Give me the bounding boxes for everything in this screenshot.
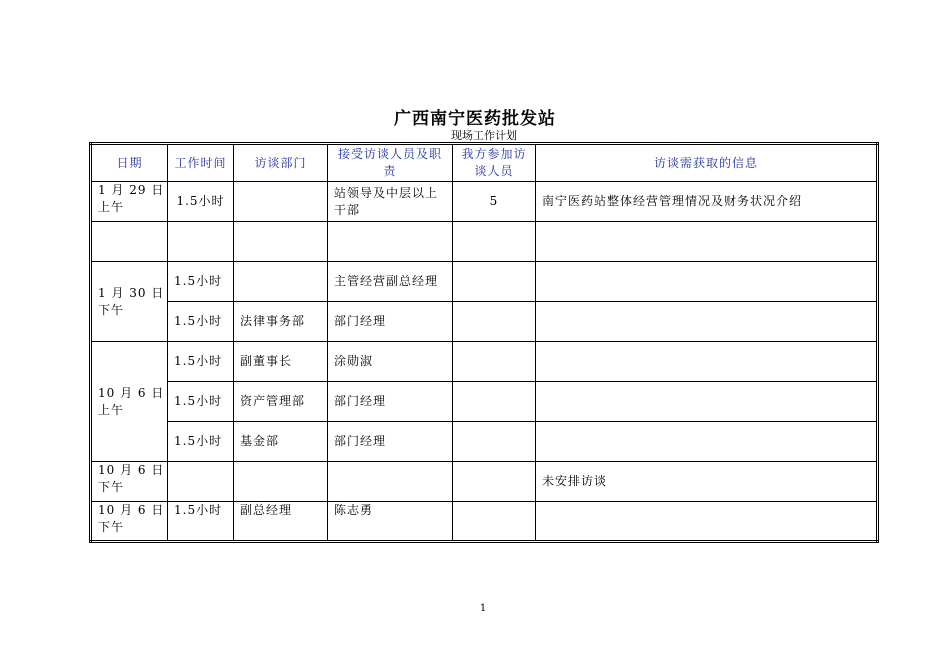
cell-hours: 1.5小时	[168, 422, 234, 462]
work-plan-table	[89, 142, 879, 543]
cell-our-staff	[453, 462, 536, 502]
cell-interviewee: 站领导及中层以上干部	[328, 182, 453, 222]
cell-interviewee: 陈志勇	[328, 502, 453, 542]
cell-info	[536, 342, 878, 382]
cell-our-staff	[453, 502, 536, 542]
cell-dept: 副董事长	[234, 342, 328, 382]
cell-interviewee: 主管经营副总经理	[328, 262, 453, 302]
cell-dept: 副总经理	[234, 502, 328, 542]
header-interviewee: 接受访谈人员及职责	[328, 144, 453, 182]
table-row	[91, 262, 878, 302]
cell-interviewee: 部门经理	[328, 382, 453, 422]
cell-info	[536, 302, 878, 342]
table-row	[91, 342, 878, 382]
cell-dept	[234, 262, 328, 302]
cell-date: 10 月 6 日 上午	[91, 342, 168, 462]
table-row	[91, 182, 878, 222]
table-row	[91, 462, 878, 502]
cell-our-staff	[453, 422, 536, 462]
table-header-row	[91, 144, 878, 182]
cell-info: 未安排访谈	[536, 462, 878, 502]
cell-dept	[234, 462, 328, 502]
cell-our-staff	[453, 262, 536, 302]
cell-interviewee	[328, 462, 453, 502]
cell-hours: 1.5小时	[168, 382, 234, 422]
cell-dept	[234, 182, 328, 222]
cell-our-staff	[453, 222, 536, 262]
cell-interviewee: 部门经理	[328, 422, 453, 462]
cell-interviewee: 部门经理	[328, 302, 453, 342]
cell-info	[536, 502, 878, 542]
cell-date: 10 月 6 日 下午	[91, 462, 168, 502]
cell-dept: 基金部	[234, 422, 328, 462]
cell-dept: 法律事务部	[234, 302, 328, 342]
cell-date: 10 月 6 日 下午	[91, 502, 168, 542]
cell-hours: 1.5小时	[168, 262, 234, 302]
cell-info	[536, 262, 878, 302]
cell-info: 南宁医药站整体经营管理情况及财务状况介绍	[536, 182, 878, 222]
cell-hours: 1.5小时	[168, 182, 234, 222]
page-number: 1	[479, 603, 487, 614]
cell-info	[536, 422, 878, 462]
cell-date: 1 月 30 日 下午	[91, 262, 168, 342]
cell-dept: 资产管理部	[234, 382, 328, 422]
cell-interviewee: 涂勋淑	[328, 342, 453, 382]
header-hours: 工作时间	[168, 144, 234, 182]
cell-hours: 1.5小时	[168, 342, 234, 382]
cell-hours	[168, 222, 234, 262]
document-subtitle: 现场工作计划	[451, 129, 517, 142]
table-row	[91, 382, 878, 422]
cell-date	[91, 222, 168, 262]
table-row	[91, 222, 878, 262]
cell-our-staff	[453, 302, 536, 342]
cell-hours: 1.5小时	[168, 502, 234, 542]
cell-date: 1 月 29 日 上午	[91, 182, 168, 222]
cell-interviewee	[328, 222, 453, 262]
cell-our-staff	[453, 342, 536, 382]
table-row	[91, 302, 878, 342]
table-row	[91, 422, 878, 462]
cell-info	[536, 222, 878, 262]
cell-our-staff	[453, 382, 536, 422]
header-info: 访谈需获取的信息	[536, 144, 878, 182]
table-row	[91, 502, 878, 542]
document-title: 广西南宁医药批发站	[394, 109, 556, 129]
header-dept: 访谈部门	[234, 144, 328, 182]
header-date: 日期	[91, 144, 168, 182]
cell-dept	[234, 222, 328, 262]
cell-hours: 1.5小时	[168, 302, 234, 342]
header-our-staff: 我方参加访谈人员	[453, 144, 536, 182]
cell-hours	[168, 462, 234, 502]
cell-info	[536, 382, 878, 422]
cell-our-staff: 5	[453, 182, 536, 222]
